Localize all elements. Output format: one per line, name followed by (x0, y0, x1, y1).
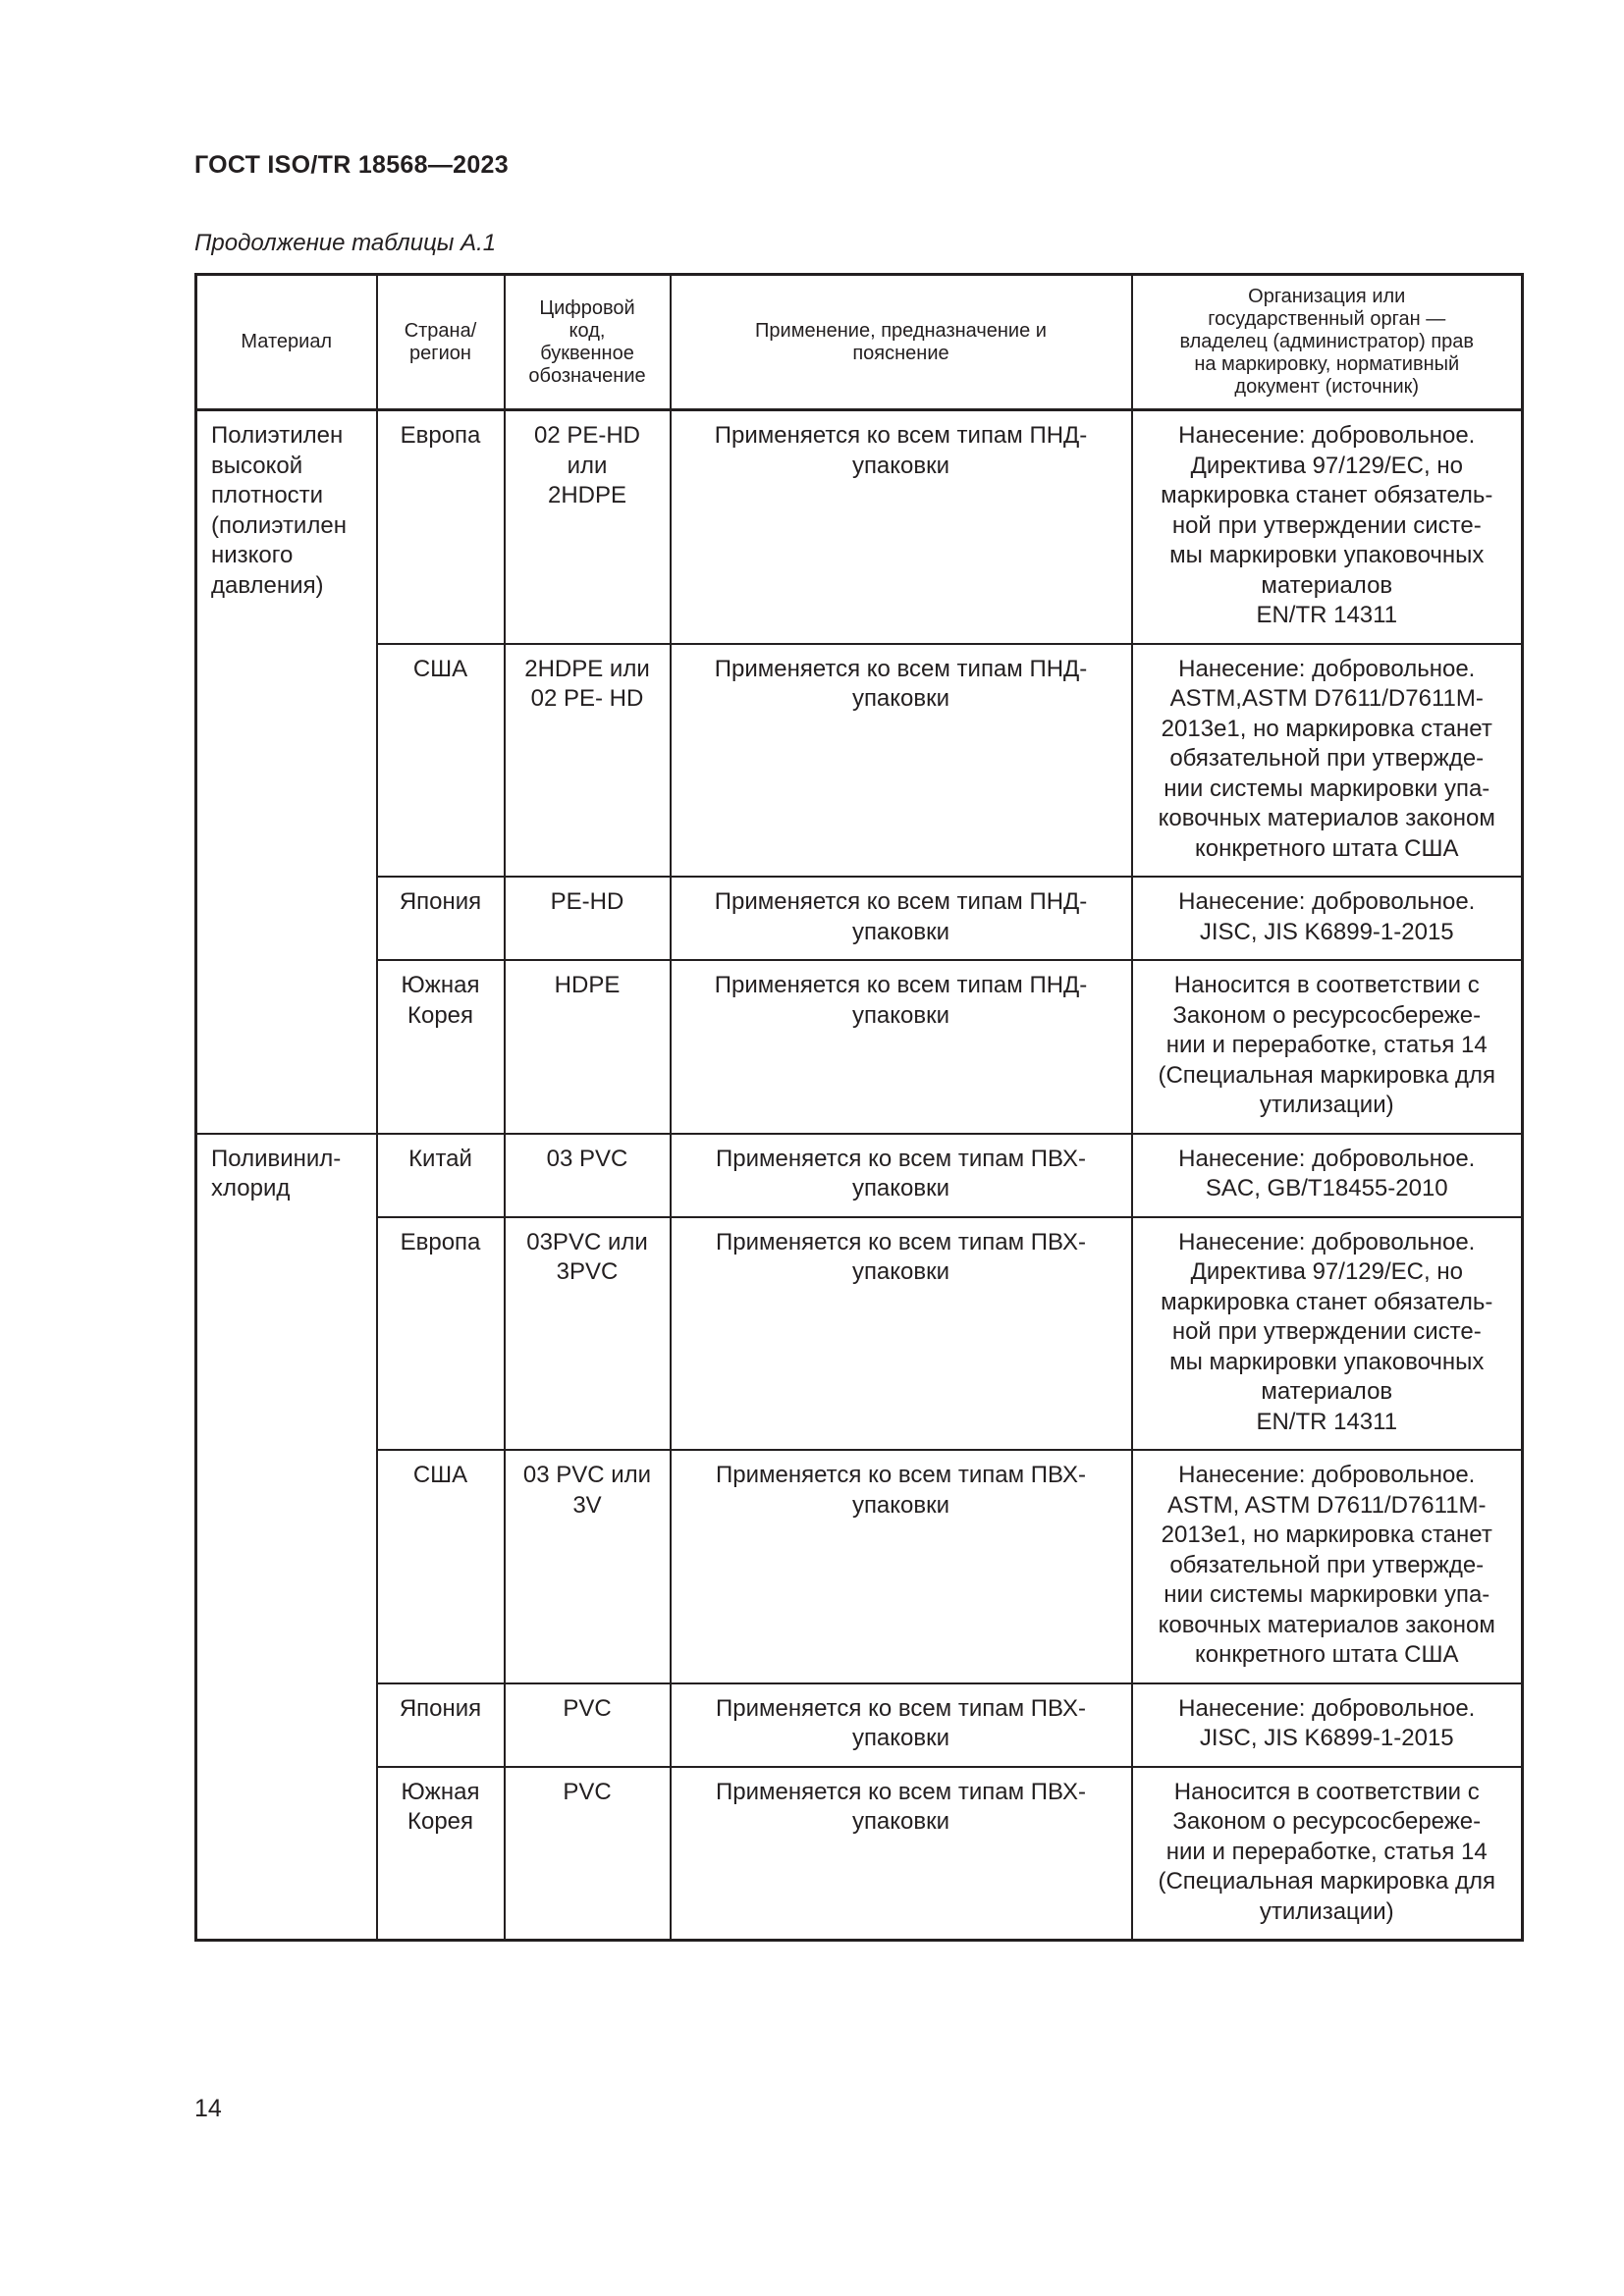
cell-organization: Наносится в соответствии с Законом о ресурсосбереже- нии и переработке, статья 14 (Специальная маркировка для утилизации) (1132, 960, 1523, 1134)
cell-code: PE-HD (505, 877, 671, 960)
table-header-row (196, 275, 1523, 410)
cell-country: Китай (377, 1134, 505, 1217)
table-row (196, 1450, 1523, 1683)
table-row (196, 1683, 1523, 1767)
cell-application: Применяется ко всем типам ПНД- упаковки (671, 410, 1132, 644)
table-row (196, 1767, 1523, 1941)
table-row (196, 410, 1523, 644)
cell-organization: Нанесение: добровольное. ASTM, ASTM D7611/D7611M- 2013e1, но маркировка станет обязательной при утвержде- нии системы маркировки упа- ковочных материалов законом конкретного штата США (1132, 1450, 1523, 1683)
cell-country: Япония (377, 877, 505, 960)
page-number: 14 (194, 2095, 222, 2122)
cell-organization: Нанесение: добровольное. SAC, GB/T18455-2010 (1132, 1134, 1523, 1217)
cell-country: Южная Корея (377, 1767, 505, 1941)
cell-code: 03 PVC (505, 1134, 671, 1217)
table-row (196, 1217, 1523, 1451)
cell-organization: Нанесение: добровольное. Директива 97/129/EC, но маркировка станет обязатель- ной при утверждении систе- мы маркировки упаковочных материалов EN/TR 14311 (1132, 410, 1523, 644)
cell-code: 03PVC или 3PVC (505, 1217, 671, 1451)
marking-table (194, 273, 1524, 1942)
cell-code: 02 PE-HD или 2HDPE (505, 410, 671, 644)
cell-application: Применяется ко всем типам ПВХ- упаковки (671, 1134, 1132, 1217)
document-header: ГОСТ ISO/TR 18568—2023 (194, 151, 509, 179)
cell-code: PVC (505, 1683, 671, 1767)
header-country: Страна/ регион (377, 275, 505, 410)
cell-application: Применяется ко всем типам ПНД- упаковки (671, 960, 1132, 1134)
cell-application: Применяется ко всем типам ПВХ- упаковки (671, 1450, 1132, 1683)
cell-country: Европа (377, 1217, 505, 1451)
cell-material-hdpe: Полиэтилен высокой плотности (полиэтилен низкого давления) (196, 410, 377, 1134)
cell-country: Европа (377, 410, 505, 644)
cell-organization: Нанесение: добровольное. JISC, JIS K6899-1-2015 (1132, 1683, 1523, 1767)
header-material: Материал (196, 275, 377, 410)
header-application: Применение, предназначение и пояснение (671, 275, 1132, 410)
cell-country: Южная Корея (377, 960, 505, 1134)
cell-application: Применяется ко всем типам ПВХ- упаковки (671, 1683, 1132, 1767)
cell-application: Применяется ко всем типам ПВХ- упаковки (671, 1217, 1132, 1451)
cell-material-pvc: Поливинил- хлорид (196, 1134, 377, 1941)
cell-code: PVC (505, 1767, 671, 1941)
cell-organization: Наносится в соответствии с Законом о ресурсосбереже- нии и переработке, статья 14 (Специальная маркировка для утилизации) (1132, 1767, 1523, 1941)
cell-organization: Нанесение: добровольное. ASTM,ASTM D7611/D7611M- 2013e1, но маркировка станет обязательной при утвержде- нии системы маркировки упа- ковочных материалов законом конкретного штата США (1132, 644, 1523, 878)
header-code: Цифровой код, буквенное обозначение (505, 275, 671, 410)
cell-country: США (377, 644, 505, 878)
cell-country: Япония (377, 1683, 505, 1767)
cell-code: 03 PVC или 3V (505, 1450, 671, 1683)
cell-code: 2HDPE или 02 PE- HD (505, 644, 671, 878)
cell-application: Применяется ко всем типам ПНД- упаковки (671, 644, 1132, 878)
cell-organization: Нанесение: добровольное. JISC, JIS K6899-1-2015 (1132, 877, 1523, 960)
cell-application: Применяется ко всем типам ПВХ- упаковки (671, 1767, 1132, 1941)
table-caption: Продолжение таблицы А.1 (194, 230, 497, 256)
cell-organization: Нанесение: добровольное. Директива 97/129/EC, но маркировка станет обязатель- ной при утверждении систе- мы маркировки упаковочных материалов EN/TR 14311 (1132, 1217, 1523, 1451)
table-row (196, 960, 1523, 1134)
table-row (196, 877, 1523, 960)
table-row (196, 1134, 1523, 1217)
table-row (196, 644, 1523, 878)
header-organization: Организация или государственный орган — владелец (администратор) прав на маркировку, нормативный документ (источник) (1132, 275, 1523, 410)
cell-country: США (377, 1450, 505, 1683)
cell-application: Применяется ко всем типам ПНД- упаковки (671, 877, 1132, 960)
cell-code: HDPE (505, 960, 671, 1134)
